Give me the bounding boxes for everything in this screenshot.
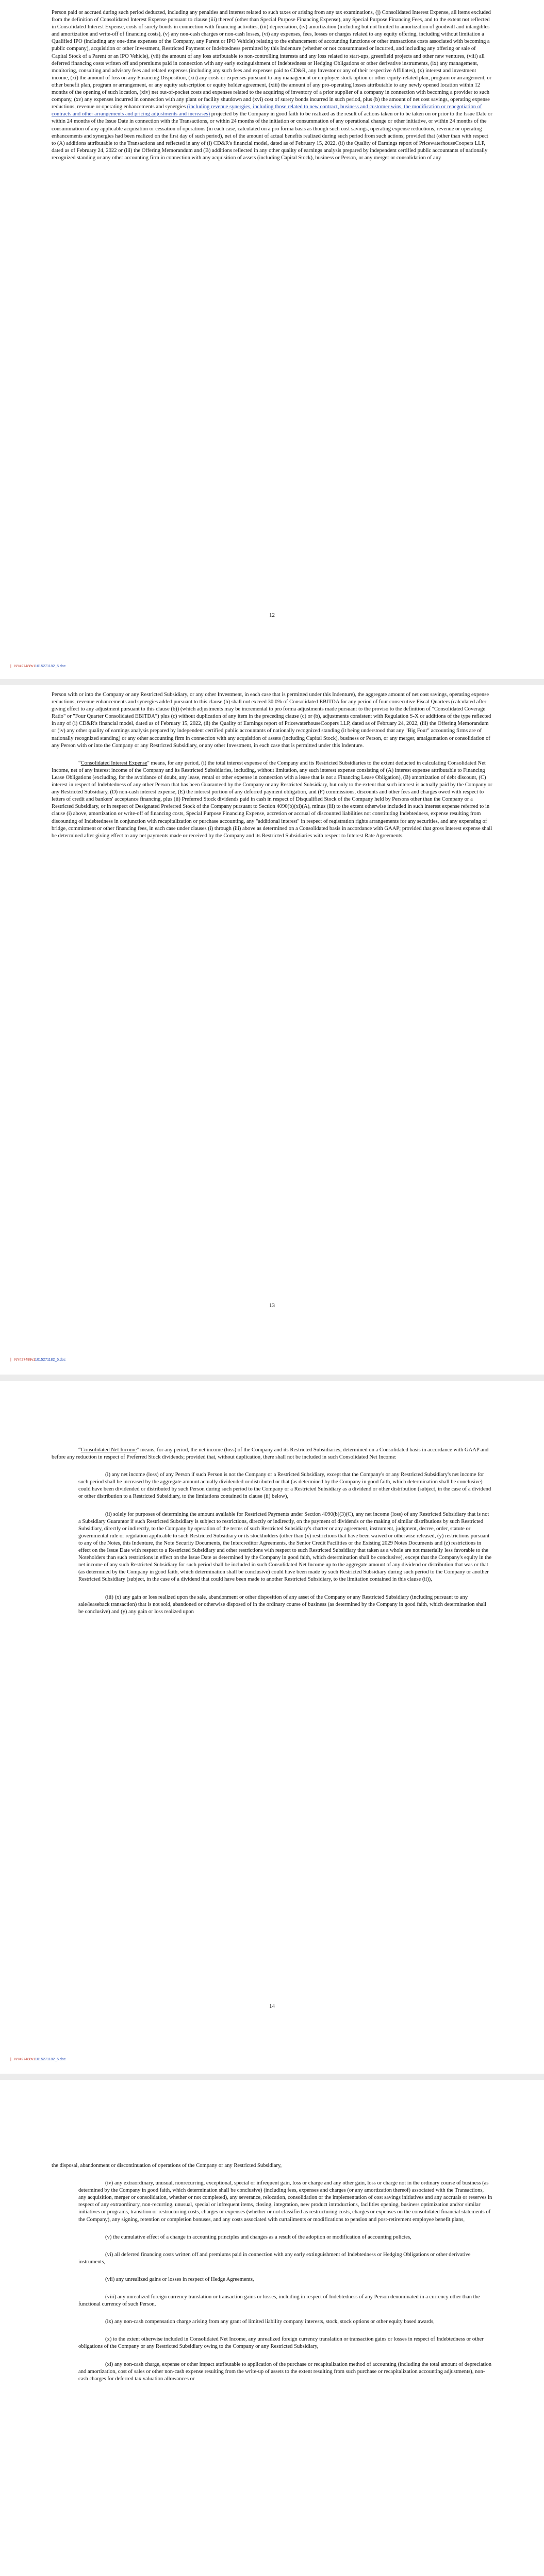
clause-ix: (ix) any non-cash compensation charge arising from any grant of limited liability company interests, stock, stock options or other equity based awards, [105,2319,435,2325]
doc-id-footer: | NY#27488v11015271182_5.doc [10,2058,66,2061]
clause-viii: (viii) any unrealized foreign currency translation or transaction gains or losses, including in respect of Indebtedness of any Person denominated in a currency other than the functional currency of such Person, [78,2294,480,2308]
page-12-body [52,9,492,162]
clause-vii: (vii) any unrealized gains or losses in respect of Hedge Agreements, [105,2276,254,2282]
clause-x: (x) to the extent otherwise included in Consolidated Net Income, any unrealized foreign currency translation or transaction gains or losses in respect of Indebtedness or other obligations of the Company or any Restricted Subsidiary owing to the Company or any Restricted Subsidiary, [78,2336,484,2350]
page-12-inserted-text: (including revenue synergies, including those related to new contract, business and customer wins, the modification or renegotiation of contracts and other arrangements and pricing adjustments and increases) [52,104,482,117]
page-13-para2: “Consolidated Interest Expense" means, for any period, (i) the total interest expense of the Company and its Restricted Subsidiaries to the extent deducted in calculating Consolidated Net Income, net of any interest income of the Company and its Restricted Subsidiaries, including, without limitation, any such interest expense consisting of (A) interest expense attributable to Financing Lease Obligations (excluding, for the avoidance of doubt, any lease, rental or other expense in connection with a lease that is not a Financing Lease Obligation), (B) amortization of debt discount, (C) interest in respect of Indebtedness of any other Person that has been Guaranteed by the Company or any Restricted Subsidiary, but only to the extent that such interest is actually paid by the Company or any Restricted Subsidiary, (D) non-cash interest expense, (E) the interest portion of any deferred payment obligation, and (F) commissions, discounts and other fees and charges owed with respect to letters of credit and bankers' acceptance financing, plus (ii) Preferred Stock dividends paid in cash in respect of Disqualified Stock of the Company held by Persons other than the Company or a Restricted Subsidiary, or in respect of Designated Preferred Stock of the Company pursuant to Section 4090(b)(xi)(A), minus (iii) to the extent otherwise included in such interest expense referred to in clause (i) above, amortization or write-off of financing costs, Special Purpose Financing Expense, accretion or accrual of discounted liabilities not constituting Indebtedness, expense resulting from discounting of Indebtedness in conjunction with recapitalization or purchase accounting, any "additional interest" in respect of registration rights arrangements for any securities, and any expensing of bridge, commitment or other financing fees, in each case under clauses (i) through (iii) above as determined on a Consolidated basis in accordance with GAAP; provided that gross interest expense shall be determined after giving effect to any net payments made or received by the Company and its Restricted Subsidiaries with respect to Interest Rate Agreements. [52,760,492,839]
clause-v: (v) the cumulative effect of a change in accounting principles and changes as a result of the adoption or modification of accounting policies, [105,2234,411,2240]
page-14 [0,1381,544,2074]
clause-vi: (vi) all deferred financing costs written off and premiums paid in connection with any early extinguishment of Indebtedness or Hedging Obligations or other derivative instruments, [78,2251,471,2265]
page-13-para1: Person with or into the Company or any Restricted Subsidiary, or any other Investment, in each case that is permitted under this Indenture), the aggregate amount of net cost savings, operating expense reductions, revenue enhancements and synergies added pursuant to this clause (b) shall not exceed 30.0% of Consolidated EBITDA for any period of four consecutive Fiscal Quarters (calculated after giving effect to any adjustment pursuant to this clause (b)) (which adjustments may be incremental to pro forma adjustments made pursuant to the proviso to the definition of "Consolidated Coverage Ratio" or "Four Quarter Consolidated EBITDA") plus (c) without duplication of any item in the preceding clause (c) or (b), adjustments consistent with Regulation S-X or additions of the type reflected in any of (i) CD&R's financial model, dated as of February 15, 2022, (ii) the Quality of Earnings report of PricewaterhouseCoopers LLP, dated as of February 24, 2022, (iii) the Offering Memorandum or (iv) any other quality of earnings analysis prepared by independent certified public accountants of nationally recognized standing (it being understood that any "Big Four" accounting firms are of nationally recognized standing) or any other accounting firm in connection with any acquisition of assets (including Capital Stock), business or Person, or any merger, amalgamation or consolidation of any Person with or into the Company or any Restricted Subsidiary, or any other Investment, in each case that is permitted under this Indenture. [52,692,491,749]
clause-i: (i) any net income (loss) of any Person if such Person is not the Company or a Restricted Subsidiary, except that the Company's or any Restricted Subsidiary's net income for such period shall be increased by the aggregate amount actually dividended or distributed or that (as determined by the Company in good faith, which determination shall be conclusive) could have been dividended or distributed by such Person during such period to the Company or a Restricted Subsidiary as a dividend or other distribution (subject, in the case of a dividend or other distribution to a Restricted Subsidiary, to the limitations contained in clause (ii) below), [78,1472,491,1500]
page-12 [0,0,544,679]
clause-iii-continued: the disposal, abandonment or discontinuation of operations of the Company or any Restricted Subsidiary, [52,2163,282,2168]
page-15 [0,2080,544,2576]
page-12-para1: Person paid or accrued during such period deducted, including any penalties and interest related to such taxes or arising from any tax examinations, (j) Consolidated Interest Expense, all items excluded from the definition of Consolidated Interest Expense pursuant to clause (iii) thereof (other than Special Purpose Financing Expense), any Special Purpose Financing Fees, and to the extent not reflected in Consolidated Interest Expense, costs of surety bonds in connection with financing activities, (iii) depreciation, (iv) amortization (including but not limited to amortization of goodwill and intangibles and amortization and write-off of financing costs), (v) any non-cash charges or non-cash losses, (vi) any expenses, fees, losses or charges related to any equity offering, including without limitation a Qualified IPO (including any one-time expenses of the Company, any Parent or IPO Vehicle) relating to the enhancement of accounting functions or other transactions costs associated with becoming a public company), acquisition or other Investment, Restricted Payment or Indebtedness permitted by this Indenture (whether or not consummated or incurred, and including any offering or sale of Capital Stock of a Parent or an IPO Vehicle), (vii) the amount of any loss attributable to non-controlling interests and any loss related to start-ups, greenfield projects and other new ventures, (viii) all deferred financing costs written off and premiums paid in connection with any early extinguishment of Indebtedness or Hedging Obligations or other derivative instruments, (ix) any management, monitoring, consulting and advisory fees and related expenses (including any such fees and expenses paid to CD&R, any Investor or any of their respective Affiliates), (x) interest and investment income, (xi) the amount of loss on any Financing Disposition, (xii) any costs or expenses pursuant to any management or employee stock option or other equity-related plan, program or arrangement, or other benefit plan, program or arrangement, or any equity subscription or equity holder agreement, (xiii) the amount of any pro-operating losses attributable to any newly opened location within 12 months of the opening of such location, (xiv) net out-of-pocket costs and expenses related to the acquiring of inventory of a prior supplier of a company in connection with becoming a provider to such company, (xv) any expenses incurred in connection with any plant or facility shutdown and (xvi) cost of surety bonds incurred in such period, plus (b) the amount of net cost savings, operating expense reductions, revenue or operating enhancements and synergies [52,10,492,110]
page-number: 14 [269,2003,275,2009]
doc-id-footer: | NY#27488v11015271182_5.doc [10,665,66,668]
clause-ii: (ii) solely for purposes of determining the amount available for Restricted Payments under Section 4090(b)(3)(C), any net income (loss) of any Restricted Subsidiary that is not a Subsidiary Guarantor if such Restricted Subsidiary is subject to restrictions, directly or indirectly, on the payment of dividends or the making of similar distributions by such Restricted Subsidiary, directly or indirectly, to the Company by operation of the terms of such Restricted Subsidiary's charter or any agreement, instrument, judgment, decree, order, statute or governmental rule or regulation applicable to such Restricted Subsidiary or its stockholders (other than (x) restrictions that have been waived or otherwise released, (y) restrictions pursuant to any of the Notes, this Indenture, the Note Security Documents, the Intercreditor Agreements, the Senior Credit Facilities or the Existing 2029 Notes Documents and (z) restrictions in effect on the Issue Date with respect to a Restricted Subsidiary and other restrictions with respect to such Restricted Subsidiary that taken as a whole are not materially less favorable to the Noteholders than such restrictions in effect on the Issue Date as determined by the Company in good faith, which determination shall be conclusive), except that the Company's equity in the net income of any such Restricted Subsidiary for such period shall be included in such Consolidated Net Income up to the aggregate amount of any dividend or distribution that was or that (as determined by the Company in good faith, which determination shall be conclusive) could have been made by such Restricted Subsidiary during such period to the Company or another Restricted Subsidiary (subject, in the case of a dividend that could have been made to another Restricted Subsidiary, to the limitation contained in this clause (ii)), [78,1511,492,1583]
page-number: 13 [269,1302,275,1309]
page-14-para1: “Consolidated Net Income" means, for any period, the net income (loss) of the Company and its Restricted Subsidiaries, determined on a Consolidated basis in accordance with GAAP and before any reduction in respect of Preferred Stock dividends; provided that, without duplication, there shall not be included in such Consolidated Net Income: [52,1447,489,1461]
clause-xi: (xi) any non-cash charge, expense or other impact attributable to application of the purchase or recapitalization method of accounting (including the total amount of depreciation and amortization, cost of sales or other non-cash expense resulting from the write-up of assets to the extent resulting from such purchase or recapitalization accounting adjustments), non-cash charges for deferred tax valuation allowances or [78,2361,492,2382]
page-number: 12 [269,612,275,618]
clause-iv: (iv) any extraordinary, unusual, nonrecurring, exceptional, special or infrequent gain, loss or charge and any other gain, loss or charge not in the ordinary course of business (as determined by the Company in good faith, which determination shall be conclusive) (including fees, expenses and charges (or any amortization thereof) associated with the Transactions, any acquisition, merger or consolidation, whether or not completed), any severance, relocation, consolidation or the implementation of cost savings initiatives and any accruals or reserves in respect of any extraordinary, non-recurring, unusual, special or infrequent items, closing, integration, new product introductions, facilities opening, business optimization and/or similar initiatives or programs, transition or restructuring costs, charges or expenses (whether or not classified as restructuring costs, charges or expenses on the consolidated financial statements of the Company), any signing, retention or completion bonuses, and any costs associated with curtailments or modifications to pension and post-retirement employee benefit plans, [78,2180,492,2223]
defined-term: Consolidated Interest Expense [80,760,147,766]
defined-term: Consolidated Net Income [80,1447,137,1453]
doc-id-footer: | NY#27488v11015271182_5.doc [10,1358,66,1362]
page-12-para1-end: projected by the Company in good faith to be realized as the result of actions taken or to be taken on or prior to the Issue Date or within 24 months of the Issue Date in connection with the Transactions, or within 24 months of the initiation or consummation of any operational change or other initiative, or within 24 months of the consummation of any applicable acquisition or cessation of operations (in each case, calculated on a pro forma basis as though such cost savings, operating expense reductions, revenue or operating enhancements and synergies had been realized on the first day of such period), net of the amount of actual benefits realized during such period from such actions; provided that (other than with respect to (A) additions attributable to the Transactions and reflected in any of (i) CD&R's financial model, dated as of February 15, 2022, (ii) the Quality of Earnings report of PricewaterhouseCoopers LLP, dated as of February 24, 2022 or (iii) the Offering Memorandum and (B) additions reflected in any other quality of earnings analysis prepared by independent certified public accountants of nationally recognized standing or any other accounting firm in connection with any acquisition of assets (including Capital Stock), business or Person, or any merger or consolidation of any [52,111,492,161]
page-13 [0,685,544,1375]
clause-iii: (iii) (x) any gain or loss realized upon the sale, abandonment or other disposition of any asset of the Company or any Restricted Subsidiary (including pursuant to any sale/leaseback transaction) that is not sold, abandoned or otherwise disposed of in the ordinary course of business (as determined by the Company in good faith, which determination shall be conclusive) and (y) any gain or loss realized upon [78,1594,487,1615]
